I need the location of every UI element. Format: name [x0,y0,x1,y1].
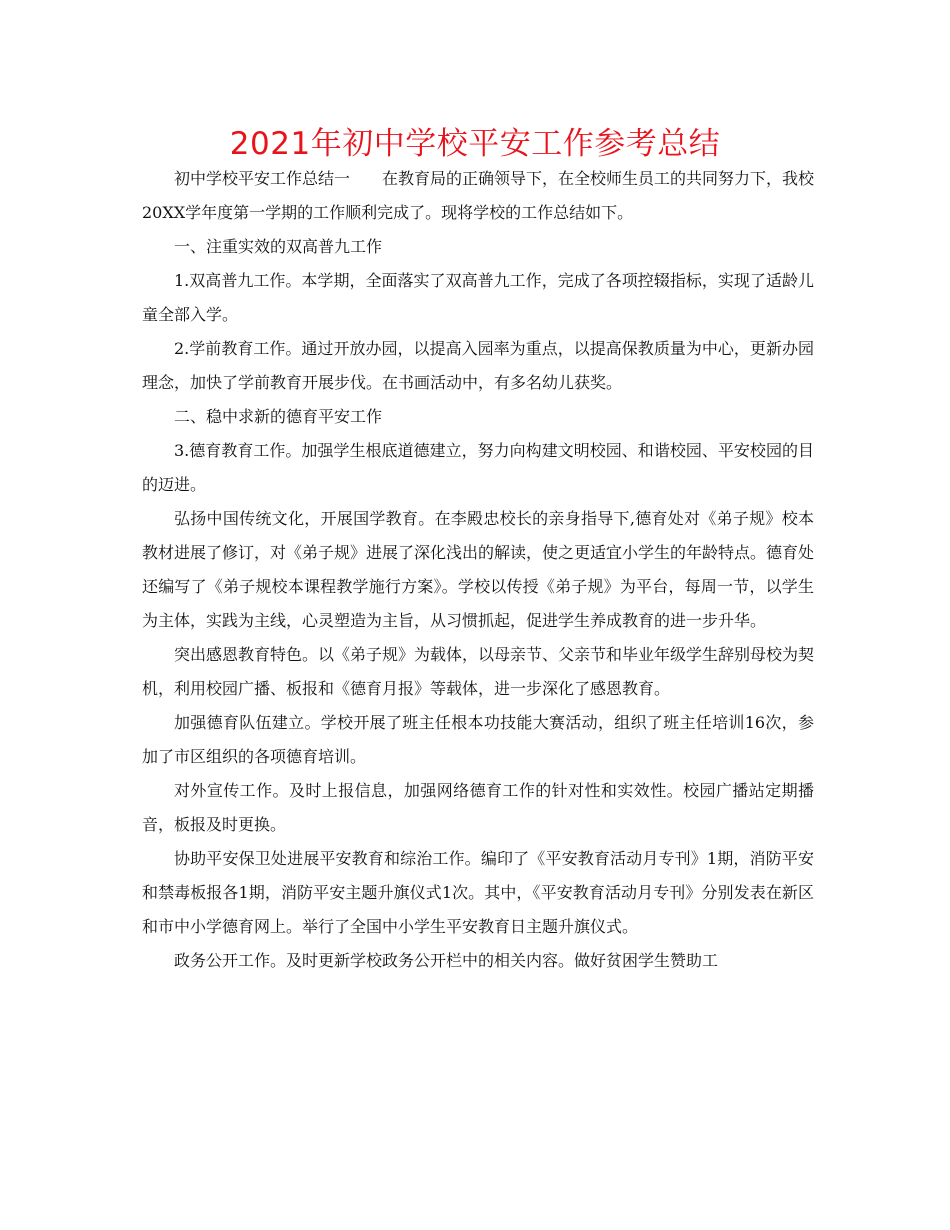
document-body [142,162,814,978]
paragraph: 加强德育队伍建立。学校开展了班主任根本功技能大赛活动，组织了班主任培训16次，参加了市区组织的各项德育培训。 [142,713,814,766]
paragraph: 协助平安保卫处进展平安教育和综治工作。编印了《平安教育活动月专刊》1期，消防平安和禁毒板报各1期，消防平安主题升旗仪式1次。其中，《平安教育活动月专刊》分别发表在新区和市中小学德育网上。举行了全国中小学生平安教育日主题升旗仪式。 [142,849,814,936]
paragraph: 突出感恩教育特色。以《弟子规》为载体，以母亲节、父亲节和毕业年级学生辞别母校为契机，利用校园广播、板报和《德育月报》等载体，进一步深化了感恩教育。 [142,645,815,698]
paragraph: 2.学前教育工作。通过开放办园，以提高入园率为重点，以提高保教质量为中心，更新办园理念，加快了学前教育开展步伐。在书画活动中，有多名幼儿获奖。 [142,339,814,392]
paragraph: 初中学校平安工作总结一 在教育局的正确领导下，在全校师生员工的共同努力下，我校20XX学年度第一学期的工作顺利完成了。现将学校的工作总结如下。 [142,169,815,222]
paragraph: 政务公开工作。及时更新学校政务公开栏中的相关内容。做好贫困学生赞助工 [174,951,719,970]
section-heading: 二、稳中求新的德育平安工作 [174,407,383,426]
paragraph: 弘扬中国传统文化，开展国学教育。在李殿忠校长的亲身指导下,德育处对《弟子规》校本教材进展了修订，对《弟子规》进展了深化浅出的解读，使之更适宜小学生的年龄特点。德育处还编写了《弟子规校本课程教学施行方案》。学校以传授《弟子规》为平台，每周一节，以学生为主体，实践为主线，心灵塑造为主旨，从习惯抓起，促进学生养成教育的进一步升华。 [142,509,815,630]
section-heading: 一、注重实效的双高普九工作 [174,237,383,256]
paragraph: 对外宣传工作。及时上报信息，加强网络德育工作的针对性和实效性。校园广播站定期播音，板报及时更换。 [142,781,814,834]
paragraph: 1.双高普九工作。本学期，全面落实了双高普九工作，完成了各项控辍指标，实现了适龄儿童全部入学。 [142,271,814,324]
document-title: 2021年初中学校平安工作参考总结 [229,126,721,162]
paragraph: 3.德育教育工作。加强学生根底道德建立，努力向构建文明校园、和谐校园、平安校园的目的迈进。 [142,441,814,494]
